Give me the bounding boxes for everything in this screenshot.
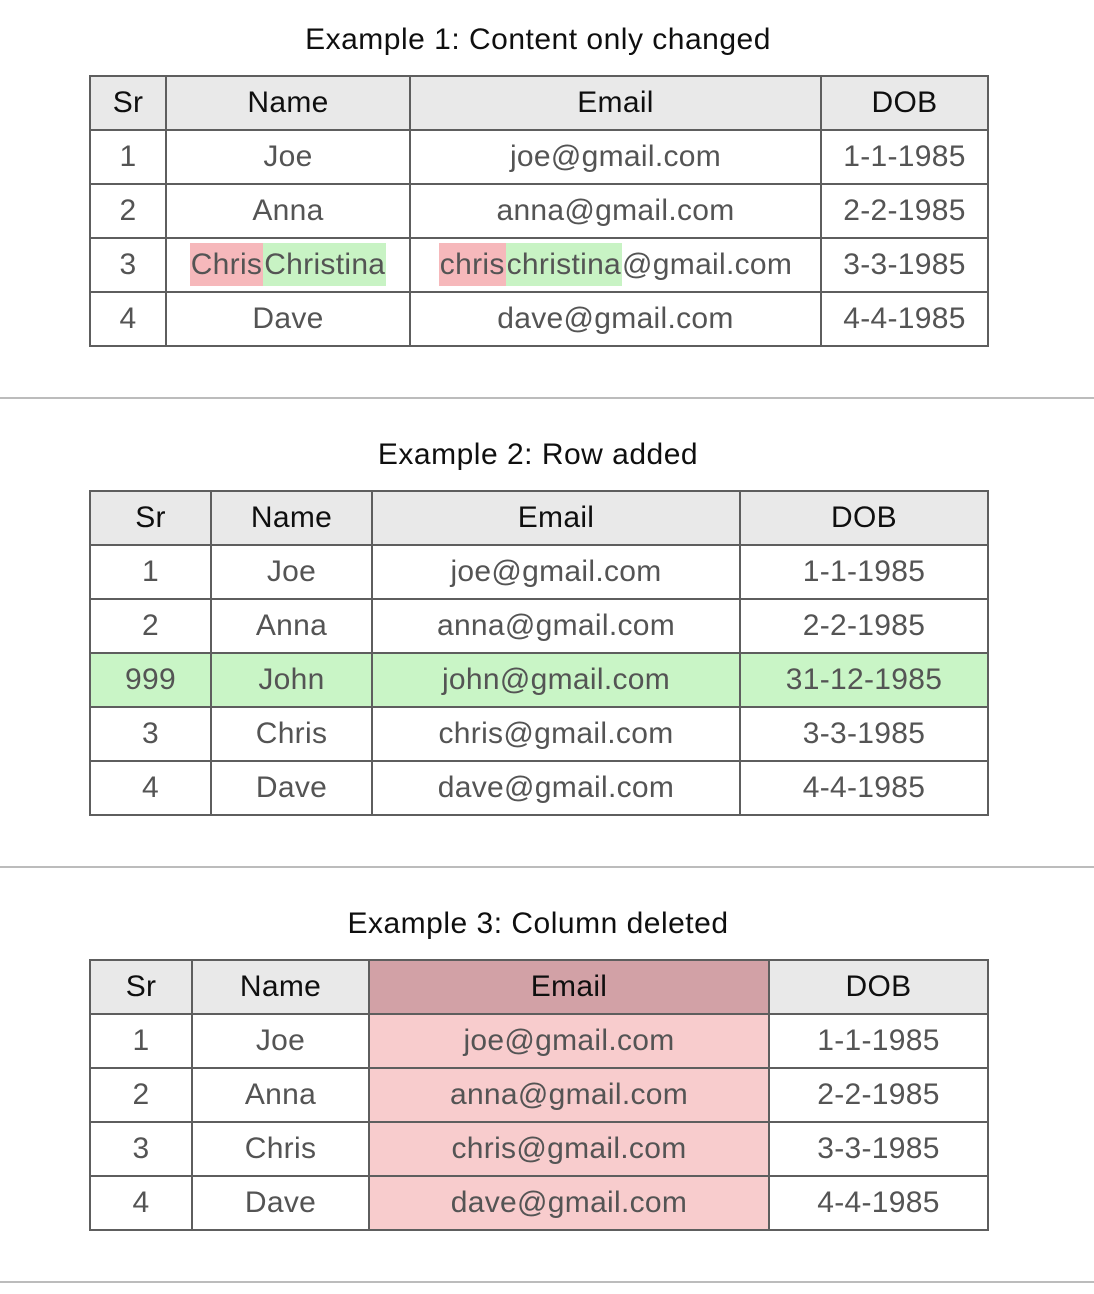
table-row <box>90 1068 988 1122</box>
table-cell <box>740 761 988 815</box>
section-example-1 <box>89 22 987 347</box>
cell-text: 3 <box>142 717 159 750</box>
header-row <box>90 960 988 1014</box>
cell-text: 2-2-1985 <box>843 194 966 227</box>
column-header-email: Email <box>372 491 740 545</box>
table-cell <box>372 545 740 599</box>
column-header-sr: Sr <box>90 960 192 1014</box>
table-row <box>90 545 988 599</box>
cell-text: 1 <box>132 1024 150 1057</box>
table-cell <box>740 599 988 653</box>
section-title: Example 2: Row added <box>377 438 699 471</box>
table-cell <box>410 184 821 238</box>
cell-text: 2 <box>119 194 137 227</box>
cell-text: 4 <box>142 771 159 804</box>
table-row <box>90 184 988 238</box>
cell-text: John <box>258 663 325 696</box>
table-cell <box>211 599 372 653</box>
table-cell <box>90 184 166 238</box>
cell-text: dave@gmail.com <box>437 771 675 804</box>
diff-table-row-added <box>89 490 989 816</box>
section-title: Example 1: Content only changed <box>305 23 771 56</box>
column-header-email: Email <box>410 76 821 130</box>
table-cell <box>369 1176 769 1230</box>
cell-text: joe@gmail.com <box>463 1024 675 1057</box>
removed-text-highlight: chris <box>439 243 506 286</box>
cell-text: 1 <box>142 555 159 588</box>
table-row <box>90 130 988 184</box>
column-header-sr: Sr <box>90 76 166 130</box>
cell-text: 2 <box>132 1078 150 1111</box>
table-cell <box>372 599 740 653</box>
table-cell <box>821 130 988 184</box>
header-row <box>90 76 988 130</box>
cell-text: chris@gmail.com <box>438 717 674 750</box>
cell-text: 1 <box>119 140 137 173</box>
column-header-name: Name <box>211 491 372 545</box>
table-cell <box>90 238 166 292</box>
table-cell <box>769 1176 988 1230</box>
cell-text: 4-4-1985 <box>843 302 966 335</box>
table-cell <box>740 707 988 761</box>
cell-text: Chris <box>255 717 328 750</box>
table-cell <box>821 292 988 346</box>
section-example-3 <box>89 906 987 1231</box>
cell-text: 4-4-1985 <box>802 771 926 804</box>
cell-text: 2 <box>142 609 159 642</box>
diff-table-content-changed <box>89 75 989 347</box>
table-cell <box>90 707 211 761</box>
column-header-email: Email <box>369 960 769 1014</box>
cell-text: 3 <box>119 248 137 281</box>
header-row <box>90 491 988 545</box>
table-row <box>90 599 988 653</box>
table-cell <box>192 1014 369 1068</box>
table-cell <box>410 130 821 184</box>
cell-text: 1-1-1985 <box>817 1024 940 1057</box>
table-cell <box>769 1122 988 1176</box>
cell-text: Joe <box>266 555 317 588</box>
diff-table-column-deleted <box>89 959 989 1231</box>
table-cell <box>410 238 821 292</box>
added-text-highlight: christina <box>506 243 622 286</box>
cell-text: 2-2-1985 <box>817 1078 940 1111</box>
cell-text: chris@gmail.com <box>451 1132 687 1165</box>
table-cell <box>769 1068 988 1122</box>
cell-text: joe@gmail.com <box>509 140 722 173</box>
cell-text: Joe <box>263 140 313 173</box>
table-cell <box>166 238 410 292</box>
section-divider <box>0 866 1094 868</box>
cell-text: 2-2-1985 <box>802 609 926 642</box>
added-text-highlight: Christina <box>263 243 386 286</box>
table-cell <box>740 653 988 707</box>
table-row <box>90 292 988 346</box>
cell-text: dave@gmail.com <box>450 1186 688 1219</box>
table-cell <box>372 653 740 707</box>
table-row <box>90 707 988 761</box>
table-cell <box>166 130 410 184</box>
table-cell <box>90 1122 192 1176</box>
cell-text: joe@gmail.com <box>450 555 662 588</box>
table-cell <box>90 130 166 184</box>
table-cell <box>192 1176 369 1230</box>
table-cell <box>740 545 988 599</box>
cell-text: 999 <box>125 663 176 696</box>
table-cell <box>166 292 410 346</box>
cell-text: Chris <box>244 1132 317 1165</box>
table-cell <box>369 1014 769 1068</box>
cell-text: 3 <box>132 1132 150 1165</box>
table-cell <box>90 653 211 707</box>
cell-text: dave@gmail.com <box>497 302 734 335</box>
cell-text: 1-1-1985 <box>802 555 926 588</box>
table-cell <box>821 238 988 292</box>
cell-text: 31-12-1985 <box>785 663 943 696</box>
cell-text: Anna <box>252 194 324 227</box>
table-cell <box>90 1014 192 1068</box>
table-cell <box>372 707 740 761</box>
table-cell <box>372 761 740 815</box>
table-cell <box>90 545 211 599</box>
table-cell <box>821 184 988 238</box>
table-cell <box>369 1122 769 1176</box>
section-example-2 <box>89 437 987 816</box>
table-cell <box>410 292 821 346</box>
table-cell <box>90 292 166 346</box>
cell-text: Dave <box>252 302 324 335</box>
cell-text: john@gmail.com <box>441 663 671 696</box>
cell-text: 4 <box>132 1186 150 1219</box>
table-cell <box>211 653 372 707</box>
column-header-dob: DOB <box>740 491 988 545</box>
cell-text: 1-1-1985 <box>843 140 966 173</box>
column-header-sr: Sr <box>90 491 211 545</box>
table-cell <box>166 184 410 238</box>
cell-text: Joe <box>255 1024 306 1057</box>
column-header-name: Name <box>192 960 369 1014</box>
cell-text: 4-4-1985 <box>817 1186 940 1219</box>
table-cell <box>90 599 211 653</box>
table-cell <box>211 761 372 815</box>
section-divider <box>0 397 1094 399</box>
cell-text: 3-3-1985 <box>843 248 966 281</box>
section-title: Example 3: Column deleted <box>347 907 729 940</box>
cell-text: Dave <box>255 771 328 804</box>
section-divider <box>0 1281 1094 1283</box>
cell-text: @gmail.com <box>622 248 793 281</box>
table-row <box>90 1122 988 1176</box>
table-row <box>90 1014 988 1068</box>
cell-text: anna@gmail.com <box>496 194 735 227</box>
table-cell <box>90 761 211 815</box>
table-row <box>90 761 988 815</box>
removed-text-highlight: Chris <box>190 243 264 286</box>
table-cell <box>192 1122 369 1176</box>
cell-text: Anna <box>255 609 328 642</box>
column-header-dob: DOB <box>821 76 988 130</box>
table-cell <box>769 1014 988 1068</box>
column-header-dob: DOB <box>769 960 988 1014</box>
cell-text: 4 <box>119 302 137 335</box>
table-cell <box>211 545 372 599</box>
cell-text: anna@gmail.com <box>436 609 676 642</box>
column-header-name: Name <box>166 76 410 130</box>
table-cell <box>192 1068 369 1122</box>
table-row <box>90 238 988 292</box>
cell-text: anna@gmail.com <box>449 1078 689 1111</box>
cell-text: 3-3-1985 <box>817 1132 940 1165</box>
cell-text: Dave <box>244 1186 317 1219</box>
cell-text: 3-3-1985 <box>802 717 926 750</box>
table-row <box>90 1176 988 1230</box>
table-cell <box>90 1068 192 1122</box>
cell-text: Anna <box>244 1078 317 1111</box>
table-cell <box>369 1068 769 1122</box>
added-row <box>90 653 988 707</box>
table-cell <box>90 1176 192 1230</box>
table-cell <box>211 707 372 761</box>
